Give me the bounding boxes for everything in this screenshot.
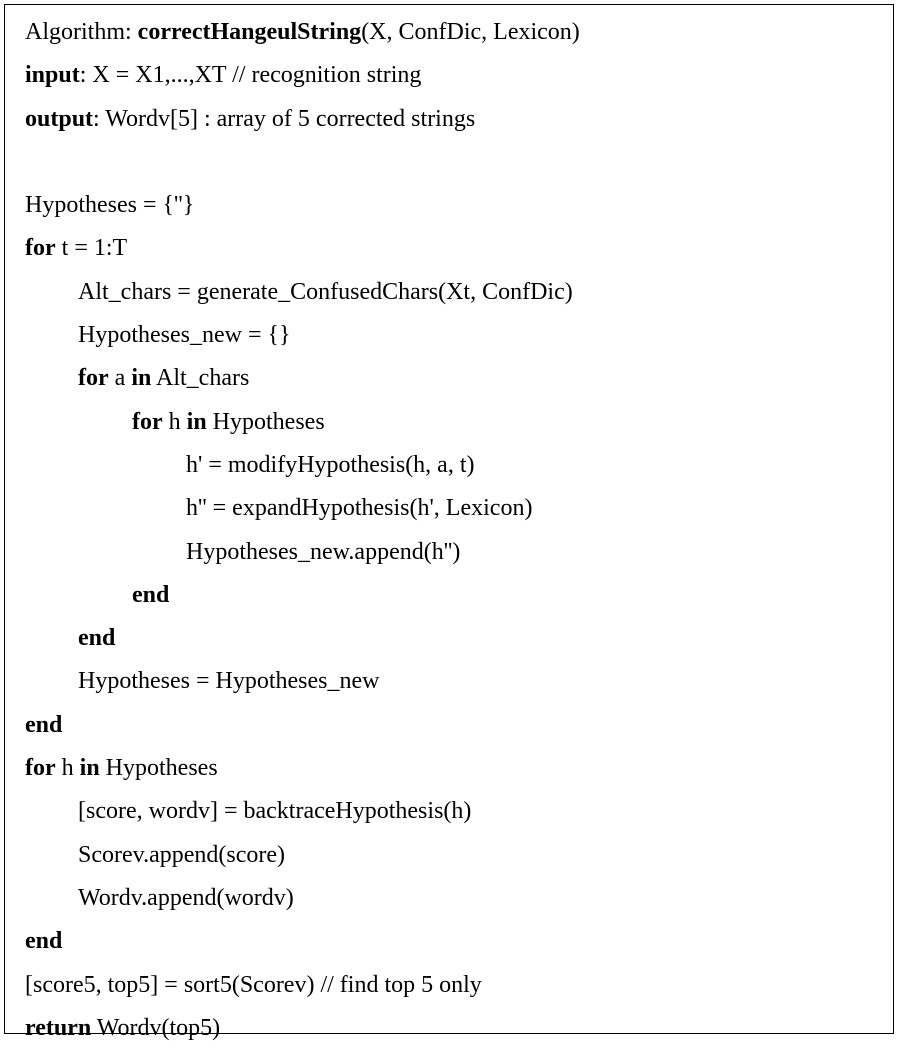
for-a-var: a: [108, 365, 132, 392]
for-keyword: for: [25, 755, 56, 782]
in-keyword: in: [131, 365, 152, 392]
return-keyword: return: [25, 1014, 92, 1041]
output-keyword: output: [25, 105, 94, 132]
input-keyword: input: [25, 62, 80, 89]
backtrace-line: [25, 790, 883, 833]
for-a-rest: Alt_chars: [151, 365, 250, 392]
for-keyword: for: [78, 365, 109, 392]
algorithm-args: (X, ConfDic, Lexicon): [361, 19, 580, 45]
algorithm-box: [4, 4, 894, 1041]
return-text: Wordv(top5): [91, 1014, 221, 1041]
alt-chars-text: Alt_chars = generate_ConfusedChars(Xt, ConfDic): [78, 278, 573, 305]
for-keyword: for: [132, 408, 163, 435]
algorithm-header: [25, 11, 883, 54]
sort5-line: [25, 964, 883, 1007]
for-h-rest: Hypotheses: [206, 408, 325, 435]
append-h-line: [25, 531, 883, 574]
end-outer-line: [25, 704, 883, 747]
for-t-line: [25, 227, 883, 270]
append-h-text: Hypotheses_new.append(h''): [186, 538, 461, 565]
backtrace-text: [score, wordv] = backtraceHypothesis(h): [78, 798, 472, 825]
init-text: Hypotheses = {''}: [25, 192, 195, 219]
pseudocode: [25, 11, 883, 1050]
end-mid-line: [25, 617, 883, 660]
init-line: [25, 184, 883, 227]
end-bt-line: [25, 920, 883, 963]
in-keyword: in: [79, 755, 100, 782]
end-inner-line: [25, 574, 883, 617]
algorithm-label: Algorithm:: [25, 19, 138, 45]
for-h-line: [25, 401, 883, 444]
modify-line: [25, 444, 883, 487]
assign-hyp-line: [25, 660, 883, 703]
algorithm-name: correctHangeulString: [137, 19, 362, 45]
output-line: [25, 98, 883, 141]
alt-chars-line: [25, 271, 883, 314]
input-text: : X = X1,...,XT // recognition string: [79, 62, 422, 89]
blank-line: [25, 141, 883, 184]
end-keyword: end: [78, 625, 116, 652]
expand-line: [25, 487, 883, 530]
sort5-text: [score5, top5] = sort5(Scorev) // find top 5 only: [25, 971, 482, 998]
score-append-line: [25, 834, 883, 877]
word-append-line: [25, 877, 883, 920]
input-line: [25, 54, 883, 97]
modify-text: h' = modifyHypothesis(h, a, t): [186, 451, 475, 478]
end-keyword: end: [132, 581, 170, 608]
in-keyword: in: [186, 408, 207, 435]
end-keyword: end: [25, 928, 63, 955]
hyp-new-init-text: Hypotheses_new = {}: [78, 322, 291, 349]
for-bt-line: [25, 747, 883, 790]
for-bt-rest: Hypotheses: [99, 755, 218, 782]
for-keyword: for: [25, 235, 56, 262]
for-a-line: [25, 357, 883, 400]
for-bt-var: h: [55, 755, 80, 782]
hyp-new-init-line: [25, 314, 883, 357]
word-append-text: Wordv.append(wordv): [78, 884, 294, 911]
for-h-var: h: [162, 408, 187, 435]
score-append-text: Scorev.append(score): [78, 841, 286, 868]
return-line: [25, 1007, 883, 1050]
end-keyword: end: [25, 711, 63, 738]
for-t-text: t = 1:T: [55, 235, 128, 262]
expand-text: h'' = expandHypothesis(h', Lexicon): [186, 495, 533, 522]
output-text: : Wordv[5] : array of 5 corrected strings: [93, 105, 476, 132]
assign-hyp-text: Hypotheses = Hypotheses_new: [78, 668, 380, 695]
